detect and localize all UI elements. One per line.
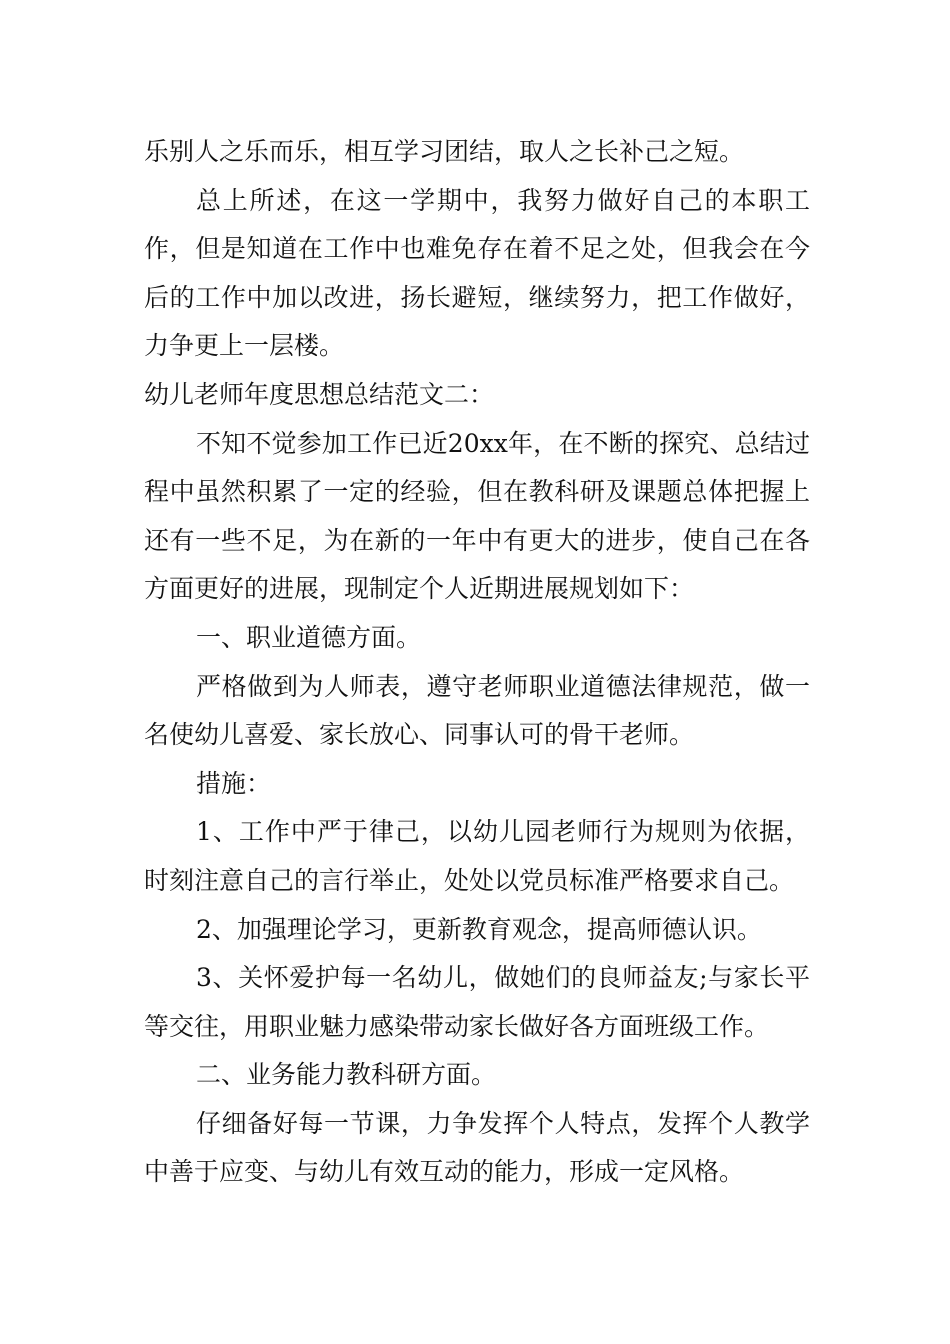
paragraph: 乐别人之乐而乐，相互学习团结，取人之长补己之短。 [144, 137, 745, 166]
list-item: 3、关怀爱护每一名幼儿，做她们的良师益友;与家长平等交往，用职业魅力感染带动家长做好各方面班级工作。 [144, 963, 810, 1041]
list-item: 1、工作中严于律己，以幼儿园老师行为规则为依据，时刻注意自己的言行举止，处处以党员标准严格要求自己。 [144, 817, 810, 895]
paragraph: 严格做到为人师表，遵守老师职业道德法律规范，做一名使幼儿喜爱、家长放心、同事认可的骨干老师。 [144, 671, 810, 750]
measures-label: 措施： [196, 768, 272, 798]
subsection-heading: 一、职业道德方面。 [196, 622, 422, 652]
paragraph: 不知不觉参加工作已近20xx年，在不断的探究、总结过程中虽然积累了一定的经验，但在教科研及课题总体把握上还有一些不足，为在新的一年中有更大的进步，使自己在各方面更好的进展，现制定个人近期进展规划如下： [144, 428, 810, 604]
paragraph: 仔细备好每一节课，力争发挥个人特点，发挥个人教学中善于应变、与幼儿有效互动的能力，形成一定风格。 [144, 1108, 810, 1187]
document-body [144, 128, 810, 1197]
list-item: 2、加强理论学习，更新教育观念，提高师德认识。 [196, 914, 762, 944]
subsection-heading: 二、业务能力教科研方面。 [196, 1060, 497, 1090]
paragraph: 总上所述，在这一学期中，我努力做好自己的本职工作，但是知道在工作中也难免存在着不足之处，但我会在今后的工作中加以改进，扬长避短，继续努力，把工作做好，力争更上一层楼。 [144, 185, 810, 361]
section-heading: 幼儿老师年度思想总结范文二： [144, 379, 495, 409]
